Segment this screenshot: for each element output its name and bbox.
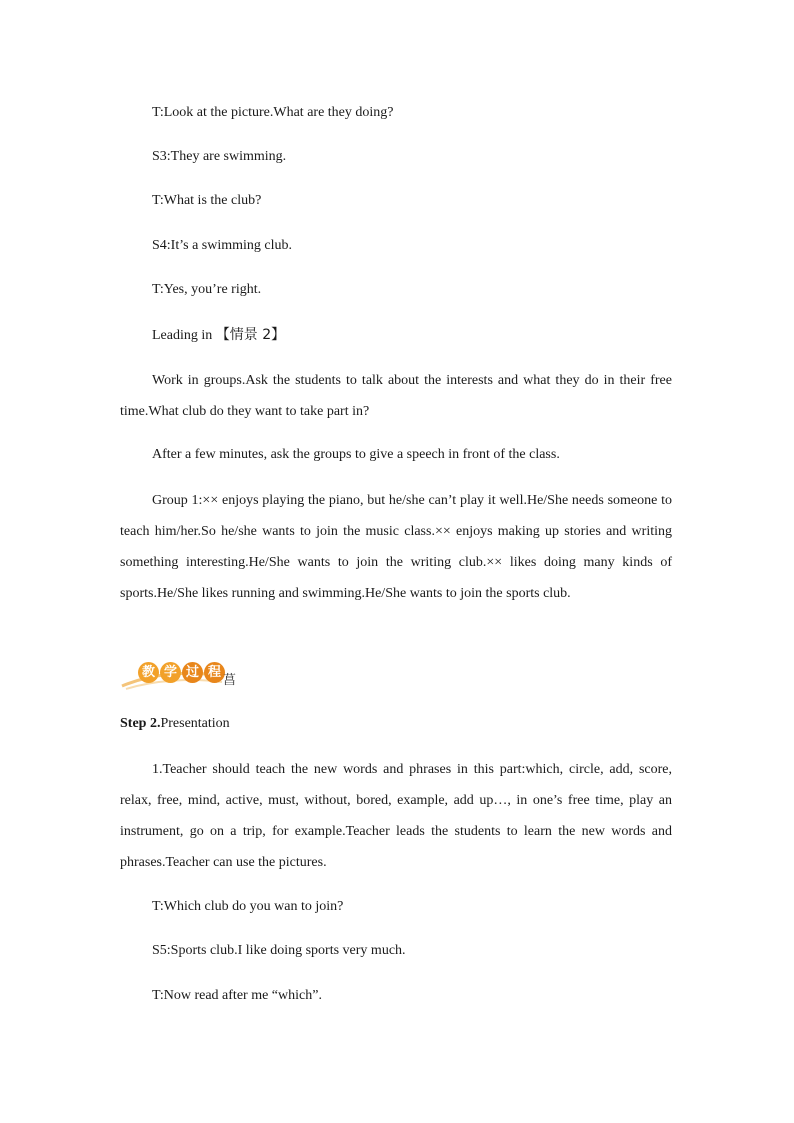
banner-char-4: 程 (204, 662, 225, 683)
banner-tail-glyph: 菖 (223, 673, 237, 688)
leading-in-heading (152, 326, 285, 345)
dialogue-line-teacher-look: T:Look at the picture.What are they doing? (152, 105, 394, 120)
banner-character-row (138, 662, 226, 683)
scenario-bracket: 【情景 2】 (215, 327, 286, 343)
dialogue-line-teacher-what: T:What is the club? (152, 193, 262, 208)
banner-char-2: 学 (160, 662, 181, 683)
step-number: Step 2. (120, 716, 161, 731)
teaching-process-banner (120, 656, 250, 692)
paragraph-work-in-groups: Work in groups.Ask the students to talk about the interests and what they do in their free time.What club do they want to take part in? (120, 373, 672, 419)
step-2-heading (120, 715, 230, 733)
banner-char-3: 过 (182, 662, 203, 683)
dialogue-line-teacher-read: T:Now read after me “which”. (152, 988, 322, 1003)
dialogue-line-teacher-which: T:Which club do you wan to join? (152, 899, 344, 914)
dialogue-line-teacher-yes: T:Yes, you’re right. (152, 282, 262, 297)
dialogue-line-s5: S5:Sports club.I like doing sports very much. (152, 943, 406, 958)
paragraph-teacher-new-words: 1.Teacher should teach the new words and phrases in this part:which, circle, add, score, relax, free, mind, active, must, without, bored, example, add up…, in one’s free time, play an instrument, go on a trip, for example.Teacher leads the students to learn the new words and phrases.Teacher can use the pictures. (120, 762, 672, 870)
dialogue-line-s3: S3:They are swimming. (152, 149, 287, 164)
dialogue-line-s4: S4:It’s a swimming club. (152, 238, 292, 253)
banner-char-1: 教 (138, 662, 159, 683)
step-title: Presentation (160, 716, 230, 731)
leading-in-label: Leading in (152, 328, 216, 343)
paragraph-group-1: Group 1:×× enjoys playing the piano, but he/she can’t play it well.He/She needs someone to teach him/her.So he/she wants to join the music class.×× enjoys making up stories and writing something interesting.He/She wants to join the writing club.×× likes doing many kinds of sports.He/She likes running and swimming.He/She wants to join the sports club. (120, 493, 672, 601)
paragraph-after-few-minutes: After a few minutes, ask the groups to give a speech in front of the class. (152, 447, 560, 462)
